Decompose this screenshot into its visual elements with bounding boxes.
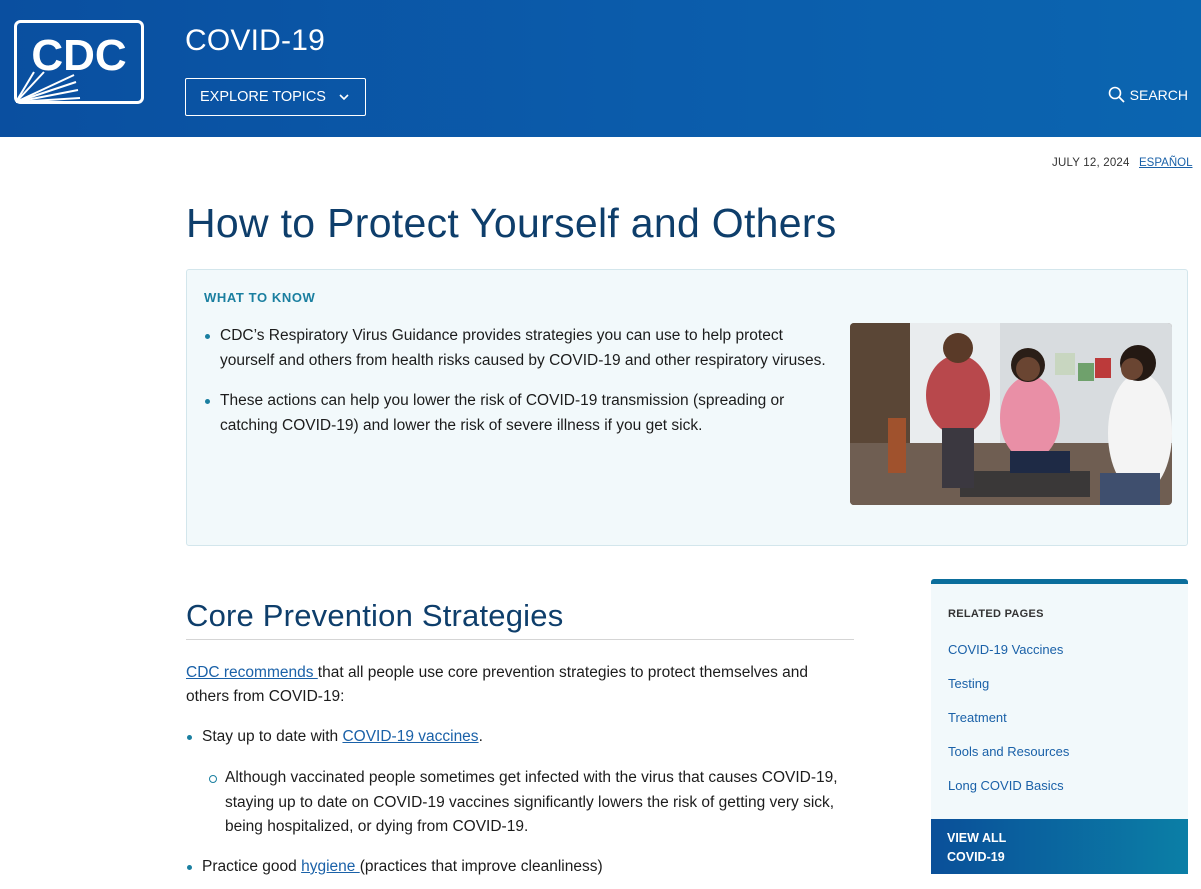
- section-divider: [186, 639, 854, 640]
- related-link[interactable]: Testing: [948, 676, 990, 691]
- related-pages-panel: [931, 579, 1188, 874]
- intro-text: that all people use core prevention strategies to protect themselves and others from COVID-19:: [186, 664, 809, 705]
- page-date: JULY 12, 2024: [1052, 157, 1130, 169]
- list-item: CDC’s Respiratory Virus Guidance provides strategies you can use to help protect yourself and others from health risks caused by COVID-19 and other respiratory viruses.: [204, 324, 834, 373]
- explore-topics-button[interactable]: [185, 78, 366, 116]
- search-label: SEARCH: [1129, 86, 1188, 103]
- explore-topics-label: EXPLORE TOPICS: [200, 89, 326, 105]
- related-link[interactable]: COVID-19 Vaccines: [948, 642, 1064, 657]
- intro-paragraph: [186, 661, 854, 709]
- view-all-line: VIEW ALL: [947, 831, 1007, 845]
- espanol-link[interactable]: ESPAÑOL: [1139, 157, 1193, 169]
- what-to-know-label: WHAT TO KNOW: [204, 290, 316, 305]
- what-to-know-list: [204, 324, 834, 454]
- what-to-know-box: [186, 269, 1188, 546]
- search-button[interactable]: [1108, 86, 1188, 103]
- logo-text: CDC: [31, 31, 127, 80]
- bullet-text: .: [478, 728, 483, 745]
- related-pages-heading: RELATED PAGES: [948, 608, 1044, 620]
- chevron-down-icon: [337, 90, 351, 104]
- covid-vaccines-link[interactable]: COVID-19 vaccines: [342, 728, 479, 745]
- cdc-recommends-link[interactable]: CDC recommends: [186, 664, 318, 681]
- list-item: [186, 725, 854, 749]
- section-title: Core Prevention Strategies: [186, 598, 564, 633]
- view-all-covid-button[interactable]: [931, 819, 1188, 874]
- bullet-text: Stay up to date with: [202, 728, 343, 745]
- site-header: [0, 0, 1201, 137]
- related-link[interactable]: Tools and Resources: [948, 744, 1070, 759]
- bullet-text: (practices that improve cleanliness): [359, 858, 603, 875]
- bullet-text: Practice good: [202, 858, 302, 875]
- related-link[interactable]: Long COVID Basics: [948, 778, 1064, 793]
- page-title: How to Protect Yourself and Others: [186, 200, 837, 246]
- view-all-line: COVID-19: [947, 850, 1005, 864]
- site-title[interactable]: COVID-19: [185, 24, 325, 57]
- sub-list-item: Although vaccinated people sometimes get infected with the virus that causes COVID-19, staying up to date on COVID-19 vaccines significantly lowers the risk of getting very sick, being hospitalized, or dying from COVID-19.: [209, 766, 854, 840]
- list-item: These actions can help you lower the risk of COVID-19 transmission (spreading or catching COVID-19) and lower the risk of severe illness if you get sick.: [204, 389, 834, 438]
- family-doctor-photo: [850, 323, 1172, 505]
- list-item: [186, 855, 854, 879]
- search-icon: [1108, 86, 1125, 103]
- related-link[interactable]: Treatment: [948, 710, 1007, 725]
- related-pages-list: [948, 642, 1069, 812]
- hygiene-link[interactable]: hygiene: [301, 858, 360, 875]
- cdc-logo[interactable]: [14, 20, 144, 104]
